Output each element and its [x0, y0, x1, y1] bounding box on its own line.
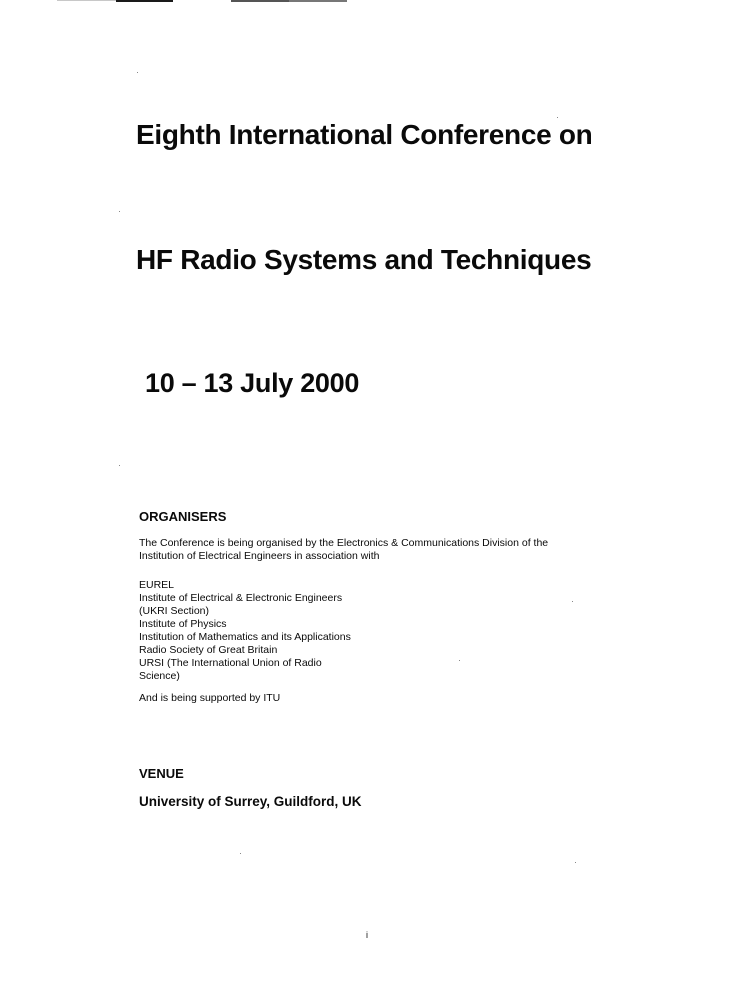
scan-artifact-line: [231, 0, 289, 2]
scan-artifact-line: [116, 0, 173, 2]
organiser-item: URSI (The International Union of Radio: [139, 657, 322, 669]
scan-artifact-line: [289, 0, 347, 2]
organisers-list: [139, 579, 351, 683]
venue-heading: VENUE: [139, 766, 184, 781]
organiser-item: Institute of Physics: [139, 618, 227, 630]
organiser-item: (UKRI Section): [139, 605, 210, 617]
support-statement: And is being supported by ITU: [139, 692, 281, 704]
conference-title-line1: Eighth International Conference on: [136, 119, 593, 150]
page-number: i: [366, 930, 368, 940]
venue-value: University of Surrey, Guildford, UK: [139, 794, 362, 809]
conference-title-line2: HF Radio Systems and Techniques: [136, 244, 592, 275]
organiser-item: Science): [139, 670, 180, 682]
scan-speck: [119, 465, 120, 466]
organisers-intro: The Conference is being organised by the Electronics & Communications Division of the Institution of Electrical Engineers in association with: [139, 537, 549, 562]
scan-speck: [137, 72, 138, 73]
organiser-item: EUREL: [139, 579, 175, 591]
organisers-heading: ORGANISERS: [139, 509, 227, 524]
scan-speck: [119, 211, 120, 212]
scan-speck: [575, 862, 576, 863]
scan-speck: [557, 117, 558, 118]
conference-dates: 10 – 13 July 2000: [145, 368, 360, 398]
scan-speck: [240, 853, 241, 854]
organiser-item: Institute of Electrical & Electronic Engineers: [139, 592, 343, 604]
scan-artifact-line: [57, 0, 116, 1]
scan-speck: [459, 660, 460, 661]
scan-speck: [572, 601, 573, 602]
organiser-item: Institution of Mathematics and its Applications: [139, 631, 351, 643]
organiser-item: Radio Society of Great Britain: [139, 644, 278, 656]
